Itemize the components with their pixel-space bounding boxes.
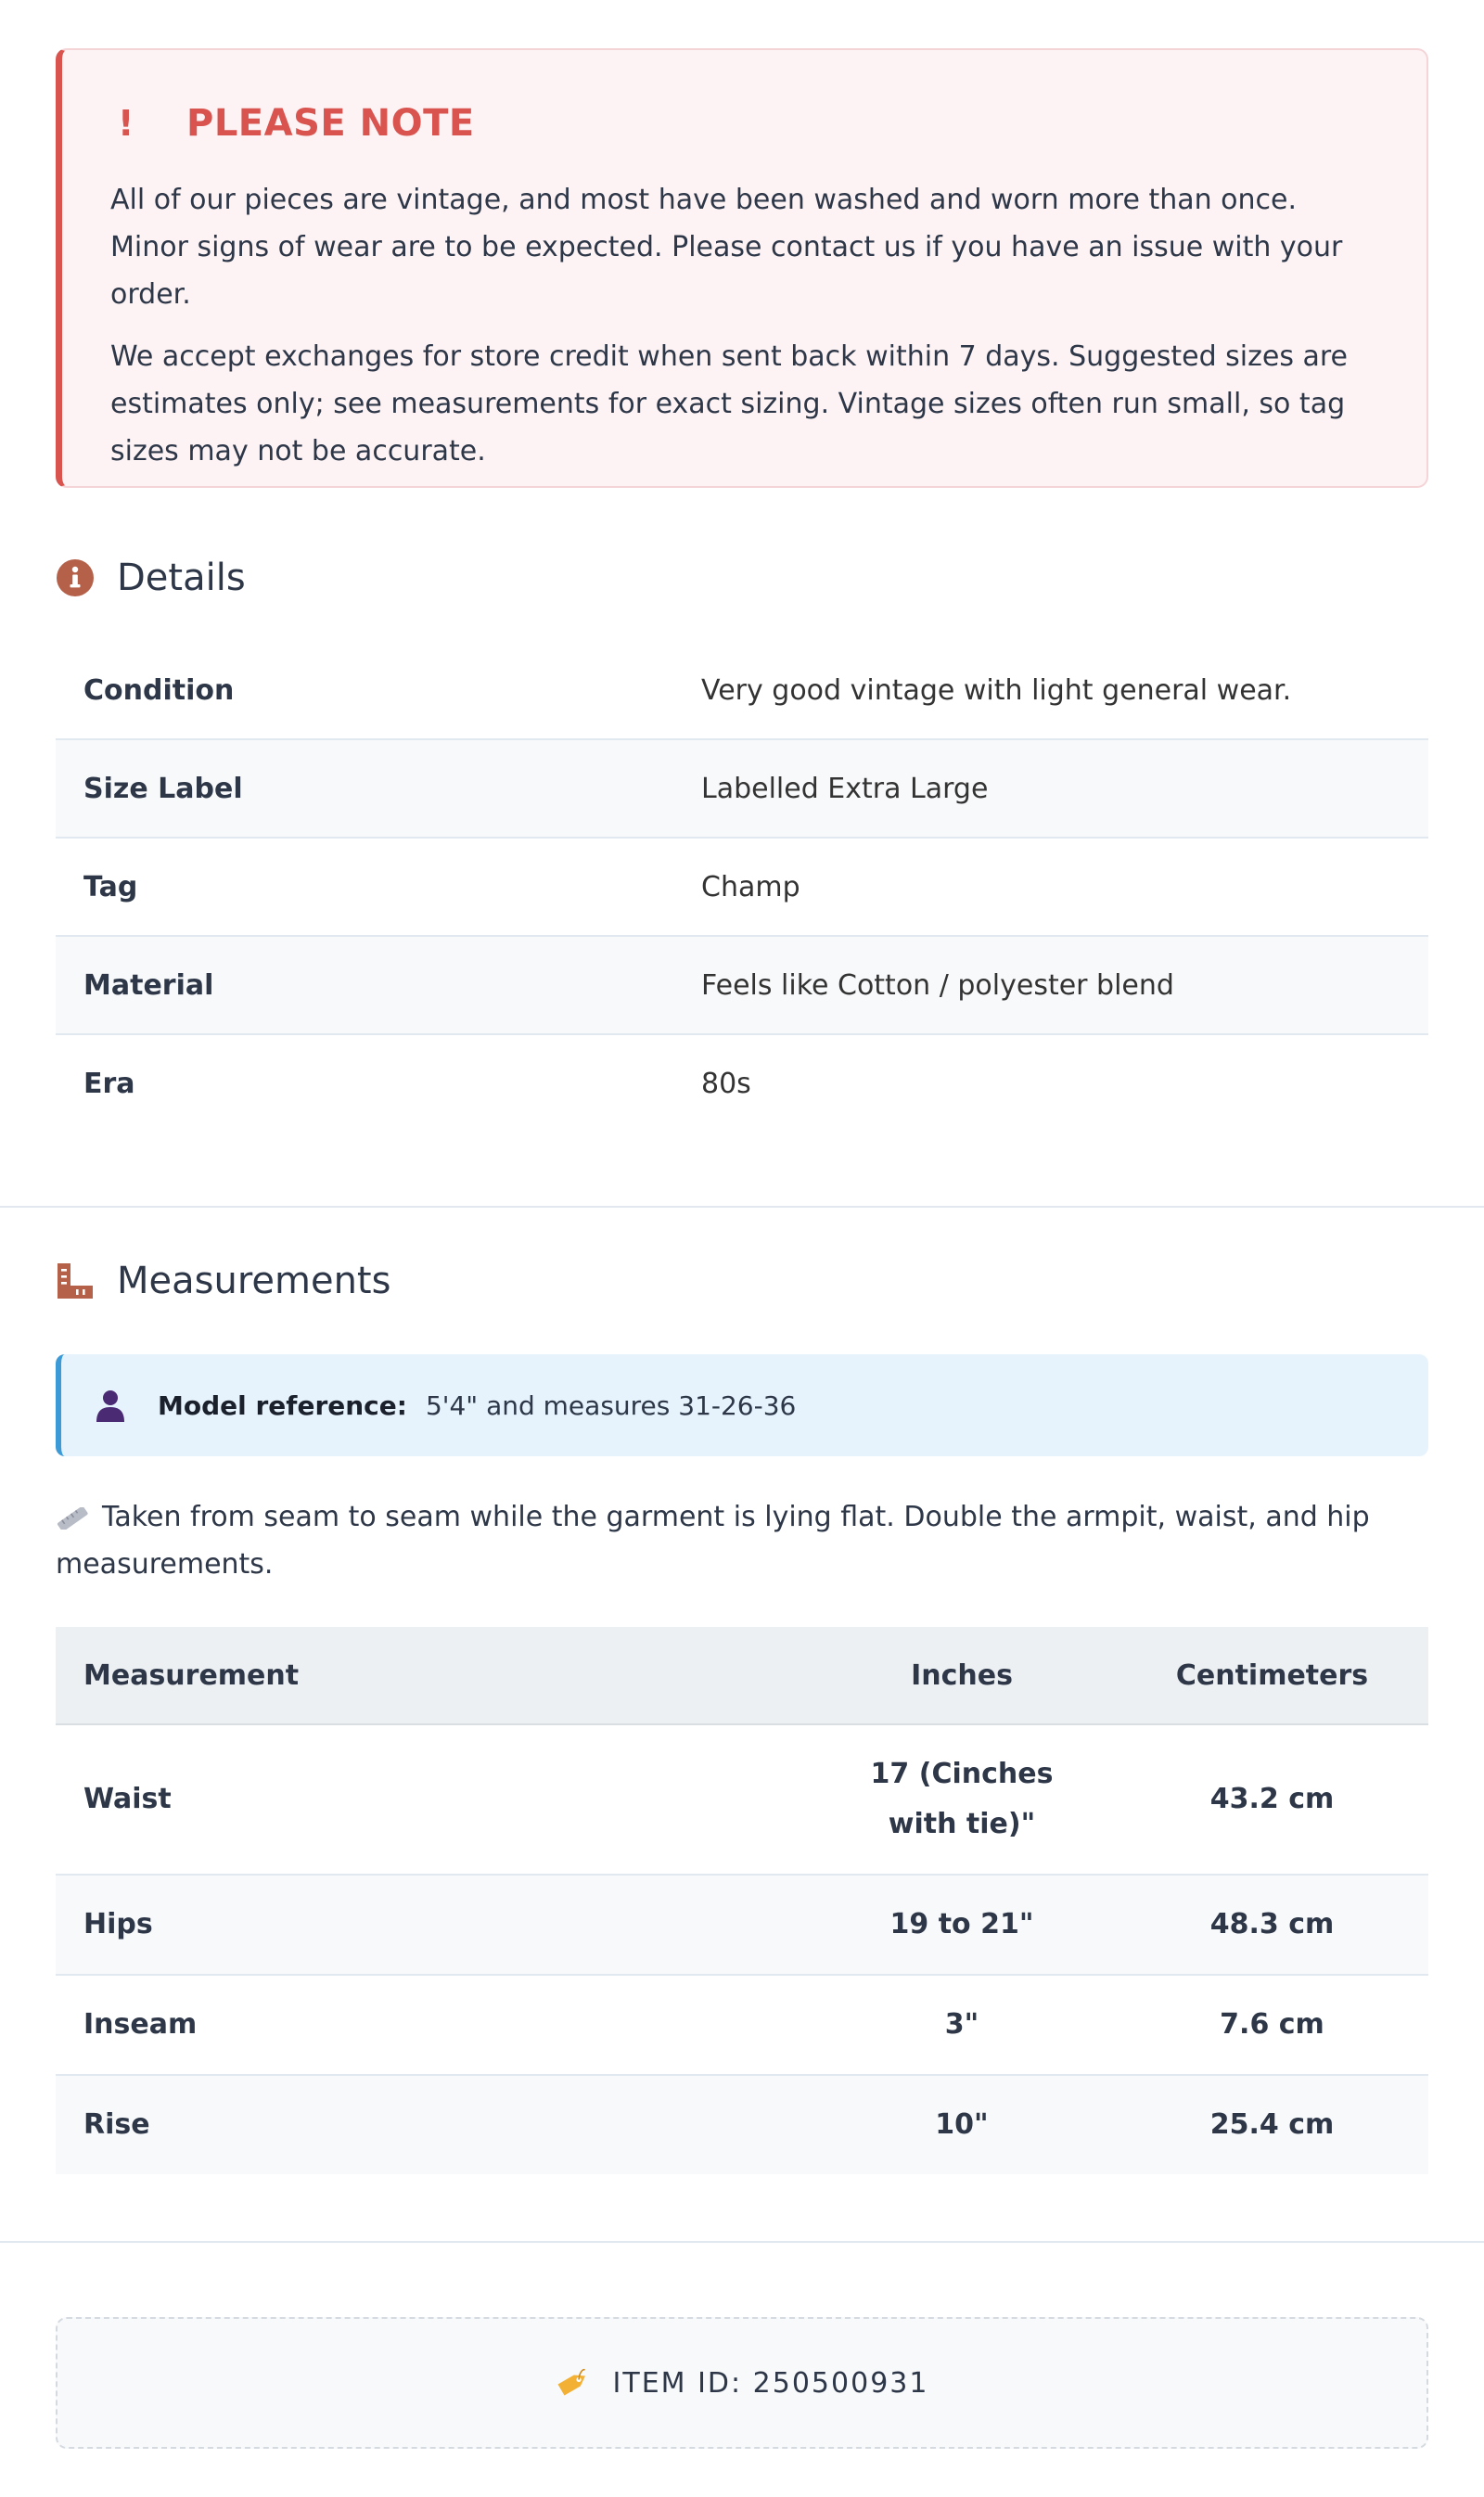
table-row xyxy=(56,642,1428,739)
table-row xyxy=(56,1034,1428,1132)
measurements-title: Measurements xyxy=(117,1260,391,1302)
measurement-name: Inseam xyxy=(56,1975,808,2075)
details-heading xyxy=(56,557,1428,599)
section-divider xyxy=(0,1206,1484,1208)
note-title: PLEASE NOTE xyxy=(186,102,475,145)
model-reference-value: 5'4" and measures 31-26-36 xyxy=(425,1389,797,1421)
detail-value: Champ xyxy=(673,838,1428,936)
detail-label: Size Label xyxy=(56,739,673,838)
detail-label: Condition xyxy=(56,642,673,739)
measurement-cm: 48.3 cm xyxy=(1116,1875,1428,1975)
table-row xyxy=(56,838,1428,936)
section-divider xyxy=(0,2241,1484,2243)
measurements-table xyxy=(56,1627,1428,2174)
table-row xyxy=(56,739,1428,838)
column-header: Measurement xyxy=(56,1627,808,1724)
note-paragraph-2: We accept exchanges for store credit when sent back within 7 days. Suggested sizes are estimates only; see measurements for exact sizing. Vintage sizes often run small, so tag sizes may not be accurate. xyxy=(110,340,1349,467)
measurement-instructions xyxy=(56,1493,1391,1588)
details-table xyxy=(56,642,1428,1132)
please-note-box xyxy=(56,48,1428,488)
measurement-cm: 25.4 cm xyxy=(1116,2075,1428,2174)
ruler-combined-icon xyxy=(56,1261,95,1300)
table-row xyxy=(56,2075,1428,2174)
measurement-cm: 7.6 cm xyxy=(1116,1975,1428,2075)
detail-label: Era xyxy=(83,1067,135,1100)
detail-label: Material xyxy=(56,936,673,1034)
measurement-inches: 3" xyxy=(808,1975,1116,2075)
column-header: Centimeters xyxy=(1116,1627,1428,1724)
exclamation-icon: ! xyxy=(118,103,134,144)
table-header-row xyxy=(56,1627,1428,1724)
measurement-name: Rise xyxy=(56,2075,808,2174)
note-paragraph-1: All of our pieces are vintage, and most have been washed and worn more than once. Minor signs of wear are to be expected. Please contact us if you have an issue with your order. xyxy=(110,184,1343,311)
tag-icon xyxy=(556,2368,591,2398)
table-row xyxy=(56,936,1428,1034)
measurement-inches: 17 (Cinches with tie)" xyxy=(808,1724,1116,1875)
detail-value: Very good vintage with light general wear. xyxy=(673,642,1428,739)
info-circle-icon xyxy=(56,558,95,597)
detail-label: Tag xyxy=(56,838,673,936)
table-row xyxy=(56,1975,1428,2075)
measurement-inches: 10" xyxy=(808,2075,1116,2174)
user-icon xyxy=(95,1389,126,1422)
measurement-cm: 43.2 cm xyxy=(1116,1724,1428,1875)
note-header xyxy=(110,102,1380,145)
ruler-icon xyxy=(56,1507,89,1530)
measurement-note-text: Taken from seam to seam while the garment is lying flat. Double the armpit, waist, and hip measurements. xyxy=(56,1501,1370,1581)
model-reference-box xyxy=(56,1354,1428,1456)
detail-value: Feels like Cotton / polyester blend xyxy=(673,936,1428,1034)
measurement-inches: 19 to 21" xyxy=(808,1875,1116,1975)
measurement-name: Hips xyxy=(56,1875,808,1975)
table-row xyxy=(56,1724,1428,1875)
item-id-text: ITEM ID: 250500931 xyxy=(612,2366,929,2400)
details-title: Details xyxy=(117,557,246,599)
detail-value: Labelled Extra Large xyxy=(673,739,1428,838)
measurement-name: Waist xyxy=(56,1724,808,1875)
column-header: Inches xyxy=(808,1627,1116,1724)
measurements-heading xyxy=(56,1260,390,1302)
item-id-box xyxy=(56,2317,1428,2449)
model-reference-label: Model reference: xyxy=(158,1389,407,1421)
table-row xyxy=(56,1875,1428,1975)
detail-value: 80s xyxy=(701,1067,751,1100)
